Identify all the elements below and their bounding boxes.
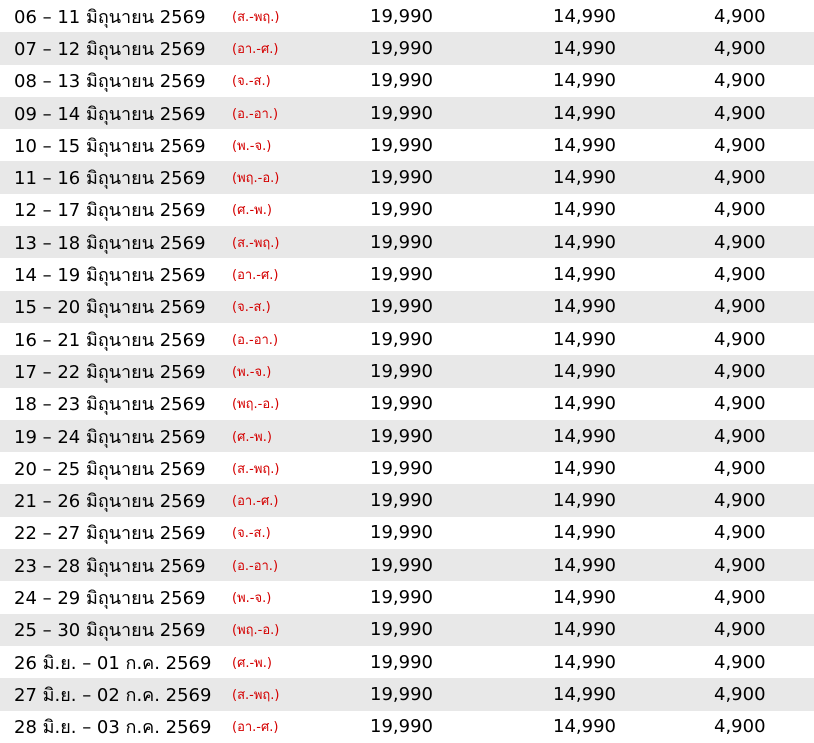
price-adult: 19,990 — [370, 167, 433, 189]
travel-date: 06 – 11 มิถุนายน 2569 — [14, 6, 206, 28]
table-row — [0, 32, 814, 64]
table-row — [0, 484, 814, 516]
price-child: 14,990 — [553, 167, 616, 189]
table-row — [0, 65, 814, 97]
travel-date: 19 – 24 มิถุนายน 2569 — [14, 426, 206, 448]
weekday-range: (อ.-อา.) — [232, 106, 279, 122]
price-single-supplement: 4,900 — [714, 296, 766, 318]
price-single-supplement: 4,900 — [714, 264, 766, 286]
weekday-range: (อา.-ศ.) — [232, 720, 279, 736]
price-child: 14,990 — [553, 199, 616, 221]
price-adult: 19,990 — [370, 37, 433, 59]
travel-date: 15 – 20 มิถุนายน 2569 — [14, 297, 206, 319]
table-row — [0, 388, 814, 420]
price-adult: 19,990 — [370, 651, 433, 673]
price-adult: 19,990 — [370, 199, 433, 221]
table-row — [0, 452, 814, 484]
table-row — [0, 420, 814, 452]
weekday-range: (พ.-จ.) — [232, 364, 272, 380]
weekday-range: (ศ.-พ.) — [232, 655, 272, 671]
price-single-supplement: 4,900 — [714, 328, 766, 350]
price-adult: 19,990 — [370, 70, 433, 92]
price-single-supplement: 4,900 — [714, 651, 766, 673]
weekday-range: (ส.-พฤ.) — [232, 687, 280, 703]
price-single-supplement: 4,900 — [714, 716, 766, 738]
table-row — [0, 129, 814, 161]
price-child: 14,990 — [553, 102, 616, 124]
weekday-range: (ส.-พฤ.) — [232, 235, 280, 251]
table-row — [0, 194, 814, 226]
weekday-range: (อา.-ศ.) — [232, 41, 279, 57]
weekday-range: (จ.-ส.) — [232, 74, 271, 90]
weekday-range: (อา.-ศ.) — [232, 494, 279, 510]
price-adult: 19,990 — [370, 619, 433, 641]
weekday-range: (อ.-อา.) — [232, 332, 279, 348]
price-single-supplement: 4,900 — [714, 102, 766, 124]
price-single-supplement: 4,900 — [714, 457, 766, 479]
price-child: 14,990 — [553, 457, 616, 479]
travel-date: 18 – 23 มิถุนายน 2569 — [14, 394, 206, 416]
price-single-supplement: 4,900 — [714, 554, 766, 576]
travel-date: 27 มิ.ย. – 02 ก.ค. 2569 — [14, 684, 212, 706]
price-child: 14,990 — [553, 37, 616, 59]
price-single-supplement: 4,900 — [714, 360, 766, 382]
price-single-supplement: 4,900 — [714, 231, 766, 253]
price-single-supplement: 4,900 — [714, 425, 766, 447]
travel-date: 12 – 17 มิถุนายน 2569 — [14, 200, 206, 222]
price-child: 14,990 — [553, 328, 616, 350]
travel-date: 08 – 13 มิถุนายน 2569 — [14, 71, 206, 93]
price-adult: 19,990 — [370, 360, 433, 382]
price-single-supplement: 4,900 — [714, 199, 766, 221]
price-child: 14,990 — [553, 393, 616, 415]
travel-date: 22 – 27 มิถุนายน 2569 — [14, 523, 206, 545]
travel-date: 23 – 28 มิถุนายน 2569 — [14, 555, 206, 577]
price-child: 14,990 — [553, 134, 616, 156]
weekday-range: (ส.-พฤ.) — [232, 9, 280, 25]
travel-date: 20 – 25 มิถุนายน 2569 — [14, 458, 206, 480]
travel-date: 11 – 16 มิถุนายน 2569 — [14, 168, 206, 190]
travel-date: 07 – 12 มิถุนายน 2569 — [14, 38, 206, 60]
price-single-supplement: 4,900 — [714, 134, 766, 156]
price-child: 14,990 — [553, 490, 616, 512]
weekday-range: (ส.-พฤ.) — [232, 461, 280, 477]
weekday-range: (อ.-อา.) — [232, 558, 279, 574]
table-row — [0, 549, 814, 581]
table-row — [0, 323, 814, 355]
price-child: 14,990 — [553, 5, 616, 27]
price-single-supplement: 4,900 — [714, 167, 766, 189]
price-child: 14,990 — [553, 264, 616, 286]
table-row — [0, 614, 814, 646]
price-adult: 19,990 — [370, 296, 433, 318]
weekday-range: (พ.-จ.) — [232, 590, 272, 606]
travel-date: 24 – 29 มิถุนายน 2569 — [14, 587, 206, 609]
price-child: 14,990 — [553, 586, 616, 608]
weekday-range: (ศ.-พ.) — [232, 203, 272, 219]
travel-date: 26 มิ.ย. – 01 ก.ค. 2569 — [14, 652, 212, 674]
weekday-range: (จ.-ส.) — [232, 526, 271, 542]
price-adult: 19,990 — [370, 328, 433, 350]
table-row — [0, 517, 814, 549]
price-adult: 19,990 — [370, 134, 433, 156]
weekday-range: (อา.-ศ.) — [232, 268, 279, 284]
table-row — [0, 711, 814, 743]
price-adult: 19,990 — [370, 490, 433, 512]
price-adult: 19,990 — [370, 102, 433, 124]
travel-date: 21 – 26 มิถุนายน 2569 — [14, 491, 206, 513]
price-adult: 19,990 — [370, 393, 433, 415]
travel-date: 17 – 22 มิถุนายน 2569 — [14, 361, 206, 383]
travel-date: 25 – 30 มิถุนายน 2569 — [14, 620, 206, 642]
price-child: 14,990 — [553, 70, 616, 92]
table-row — [0, 581, 814, 613]
price-child: 14,990 — [553, 554, 616, 576]
price-single-supplement: 4,900 — [714, 619, 766, 641]
price-single-supplement: 4,900 — [714, 393, 766, 415]
price-child: 14,990 — [553, 716, 616, 738]
price-child: 14,990 — [553, 683, 616, 705]
table-row — [0, 226, 814, 258]
price-adult: 19,990 — [370, 554, 433, 576]
price-single-supplement: 4,900 — [714, 5, 766, 27]
price-child: 14,990 — [553, 231, 616, 253]
price-child: 14,990 — [553, 425, 616, 447]
price-single-supplement: 4,900 — [714, 586, 766, 608]
weekday-range: (พ.-จ.) — [232, 138, 272, 154]
table-row — [0, 0, 814, 32]
table-row — [0, 161, 814, 193]
weekday-range: (พฤ.-อ.) — [232, 171, 280, 187]
price-adult: 19,990 — [370, 683, 433, 705]
table-row — [0, 646, 814, 678]
travel-date: 16 – 21 มิถุนายน 2569 — [14, 329, 206, 351]
weekday-range: (ศ.-พ.) — [232, 429, 272, 445]
travel-date: 13 – 18 มิถุนายน 2569 — [14, 232, 206, 254]
price-child: 14,990 — [553, 651, 616, 673]
price-adult: 19,990 — [370, 586, 433, 608]
weekday-range: (จ.-ส.) — [232, 300, 271, 316]
travel-date: 14 – 19 มิถุนายน 2569 — [14, 265, 206, 287]
price-single-supplement: 4,900 — [714, 490, 766, 512]
price-adult: 19,990 — [370, 231, 433, 253]
price-child: 14,990 — [553, 522, 616, 544]
travel-date: 10 – 15 มิถุนายน 2569 — [14, 135, 206, 157]
weekday-range: (พฤ.-อ.) — [232, 397, 280, 413]
table-row — [0, 355, 814, 387]
price-adult: 19,990 — [370, 522, 433, 544]
price-single-supplement: 4,900 — [714, 522, 766, 544]
price-single-supplement: 4,900 — [714, 683, 766, 705]
table-row — [0, 291, 814, 323]
price-adult: 19,990 — [370, 5, 433, 27]
price-adult: 19,990 — [370, 716, 433, 738]
price-adult: 19,990 — [370, 264, 433, 286]
price-adult: 19,990 — [370, 457, 433, 479]
table-row — [0, 678, 814, 710]
weekday-range: (พฤ.-อ.) — [232, 623, 280, 639]
price-child: 14,990 — [553, 619, 616, 641]
table-row — [0, 258, 814, 290]
price-single-supplement: 4,900 — [714, 70, 766, 92]
travel-date: 28 มิ.ย. – 03 ก.ค. 2569 — [14, 717, 212, 739]
price-adult: 19,990 — [370, 425, 433, 447]
price-child: 14,990 — [553, 360, 616, 382]
table-row — [0, 97, 814, 129]
price-single-supplement: 4,900 — [714, 37, 766, 59]
travel-date: 09 – 14 มิถุนายน 2569 — [14, 103, 206, 125]
price-child: 14,990 — [553, 296, 616, 318]
